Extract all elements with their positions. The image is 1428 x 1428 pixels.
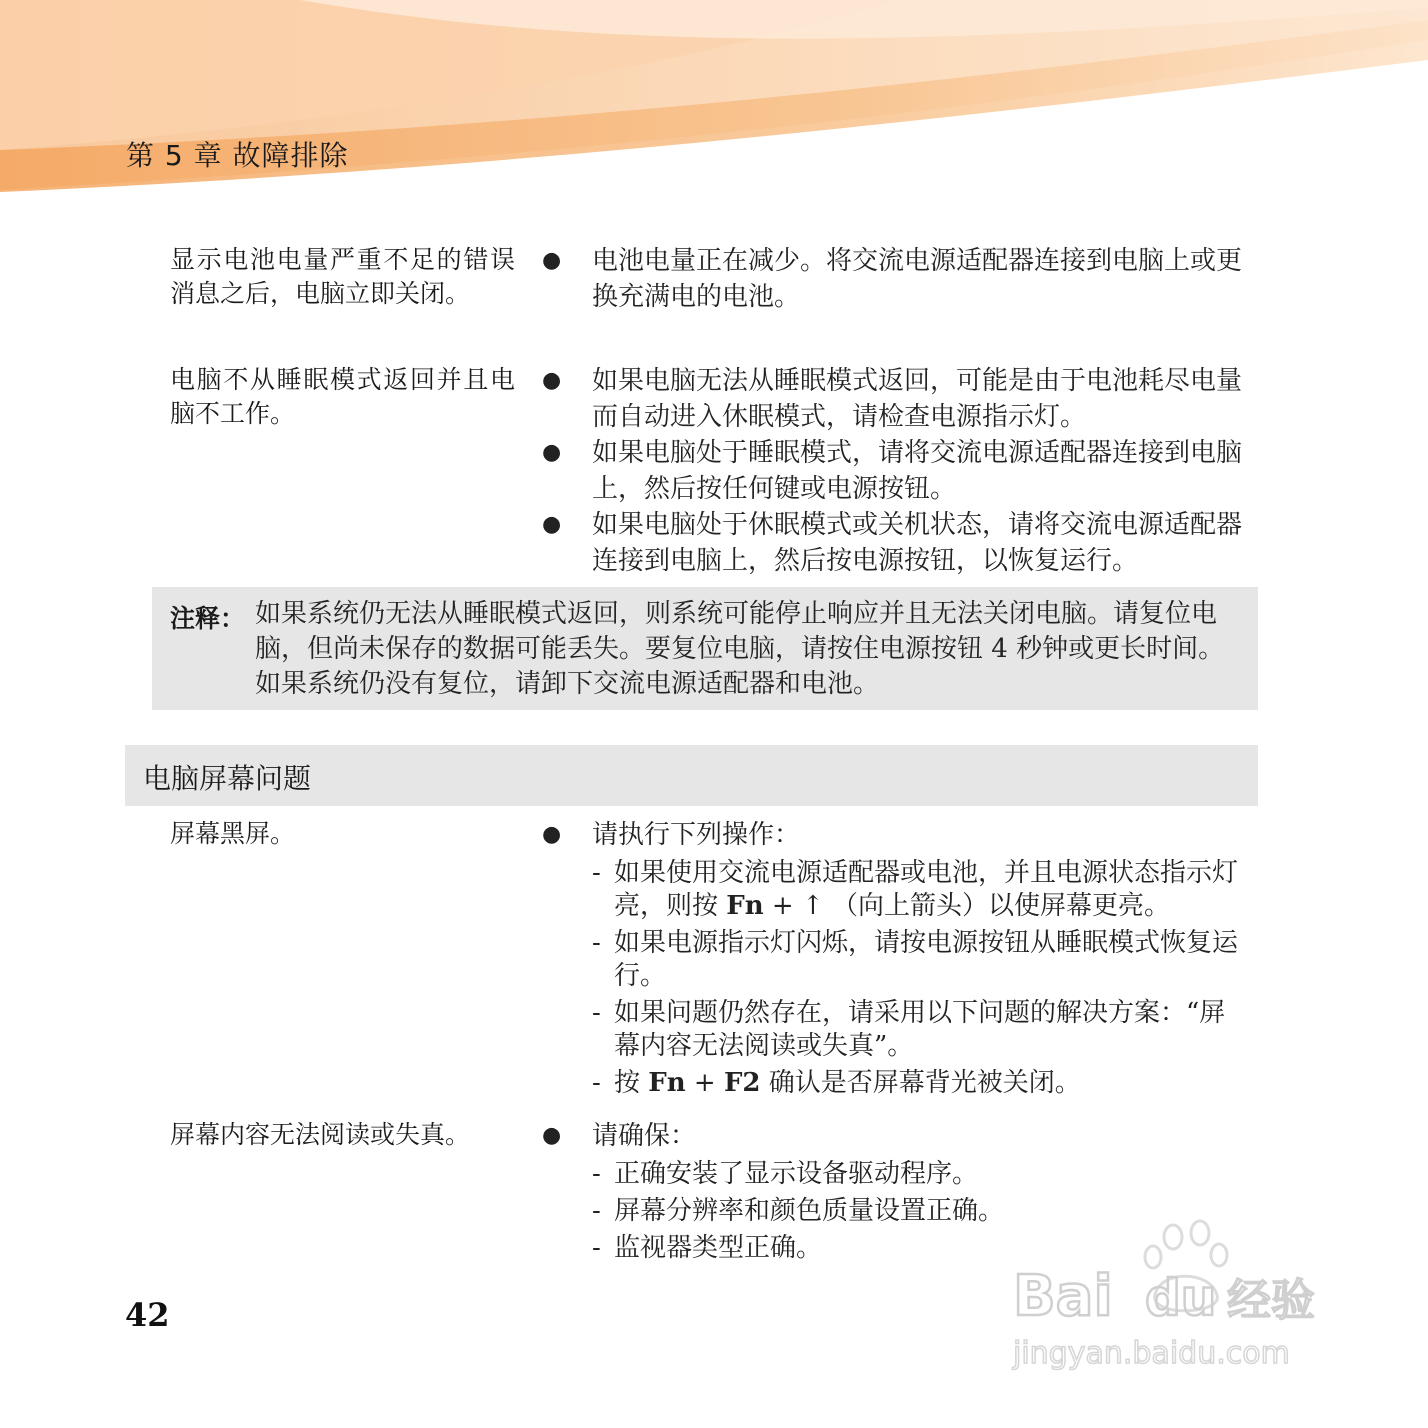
- problem-text: 屏幕黑屏。: [170, 819, 296, 848]
- sub-item: - 如果问题仍然存在，请采用以下问题的解决方案：“屏幕内容无法阅读或失真”。: [592, 998, 1226, 1061]
- sub-item: - 屏幕分辨率和颜色质量设置正确。: [592, 1196, 1005, 1226]
- key-label: Fn: [726, 891, 764, 921]
- svg-text:Bai: Bai: [1013, 1264, 1113, 1329]
- key-label: F2: [723, 1068, 761, 1098]
- solution-item: ● 如果电脑处于睡眠模式，请将交流电源适配器连接到电脑上，然后按任何键或电源按钮。: [538, 435, 1243, 507]
- sub-item: - 正确安装了显示设备驱动程序。: [592, 1159, 979, 1189]
- bullet-icon: ●: [542, 512, 562, 537]
- solution-list: [538, 243, 1243, 315]
- dash-icon: -: [592, 1159, 601, 1189]
- solution-item: ● 如果电脑处于休眠模式或关机状态，请将交流电源适配器连接到电脑上，然后按电源按钮，以恢复运行。: [538, 507, 1243, 579]
- note-box: [152, 587, 1258, 710]
- bullet-icon: ●: [542, 368, 562, 393]
- solution-list: [538, 363, 1243, 579]
- bullet-icon: ●: [542, 440, 562, 465]
- baidu-watermark-logo: [1005, 1215, 1345, 1375]
- dash-icon: -: [592, 1196, 601, 1226]
- svg-text:经验: 经验: [1227, 1275, 1315, 1326]
- problem-text: 屏幕内容无法阅读或失真。: [170, 1120, 471, 1149]
- note-text: 如果系统仍无法从睡眠模式返回，则系统可能停止响应并且无法关闭电脑。请复位电脑，但尚未保存的数据可能丢失。要复位电脑，请按住电源按钮 4 秒钟或更长时间。如果系统仍没有复位，请卸下交流电源适配器和电池。: [255, 599, 1225, 699]
- solution-item: ● 电池电量正在减少。将交流电源适配器连接到电脑上或更换充满电的电池。: [538, 243, 1243, 315]
- section-heading-bar: [125, 745, 1258, 806]
- dash-icon: -: [592, 1068, 601, 1098]
- solution-list: [538, 817, 1243, 1100]
- chapter-title: 第 5 章 故障排除: [126, 139, 349, 172]
- bullet-icon: ●: [542, 248, 562, 273]
- sub-item: - 如果使用交流电源适配器或电池，并且电源状态指示灯亮，则按 Fn + ↑ （向上箭头）以使屏幕更亮。: [592, 858, 1239, 921]
- dash-icon: -: [592, 928, 601, 958]
- dash-icon: -: [592, 858, 601, 888]
- bullet-icon: ●: [542, 822, 562, 847]
- solution-item: ● 请执行下列操作：: [538, 817, 1243, 853]
- problem-text: 显示电池电量严重不足的错误消息之后，电脑立即关闭。: [170, 245, 515, 308]
- sub-item: - 按 Fn + F2 确认是否屏幕背光被关闭。: [592, 1068, 1081, 1098]
- solution-item: ● 如果电脑无法从睡眠模式返回，可能是由于电池耗尽电量而自动进入休眠模式，请检查电源指示灯。: [538, 363, 1243, 435]
- key-label: Fn: [648, 1068, 686, 1098]
- section-title: 电脑屏幕问题: [143, 762, 312, 795]
- svg-text:du: du: [1145, 1269, 1217, 1327]
- page-number: 42: [125, 1296, 170, 1334]
- note-label: 注释：: [170, 604, 246, 633]
- dash-icon: -: [592, 998, 601, 1028]
- problem-text: 电脑不从睡眠模式返回并且电脑不工作。: [170, 365, 515, 428]
- dash-icon: -: [592, 1233, 601, 1263]
- solution-item: ● 请确保：: [538, 1118, 1243, 1154]
- bullet-icon: ●: [542, 1123, 562, 1148]
- sub-item: - 如果电源指示灯闪烁，请按电源按钮从睡眠模式恢复运行。: [592, 928, 1239, 991]
- svg-text:jingyan.baidu.com: jingyan.baidu.com: [1013, 1336, 1290, 1371]
- sub-item: - 监视器类型正确。: [592, 1233, 823, 1263]
